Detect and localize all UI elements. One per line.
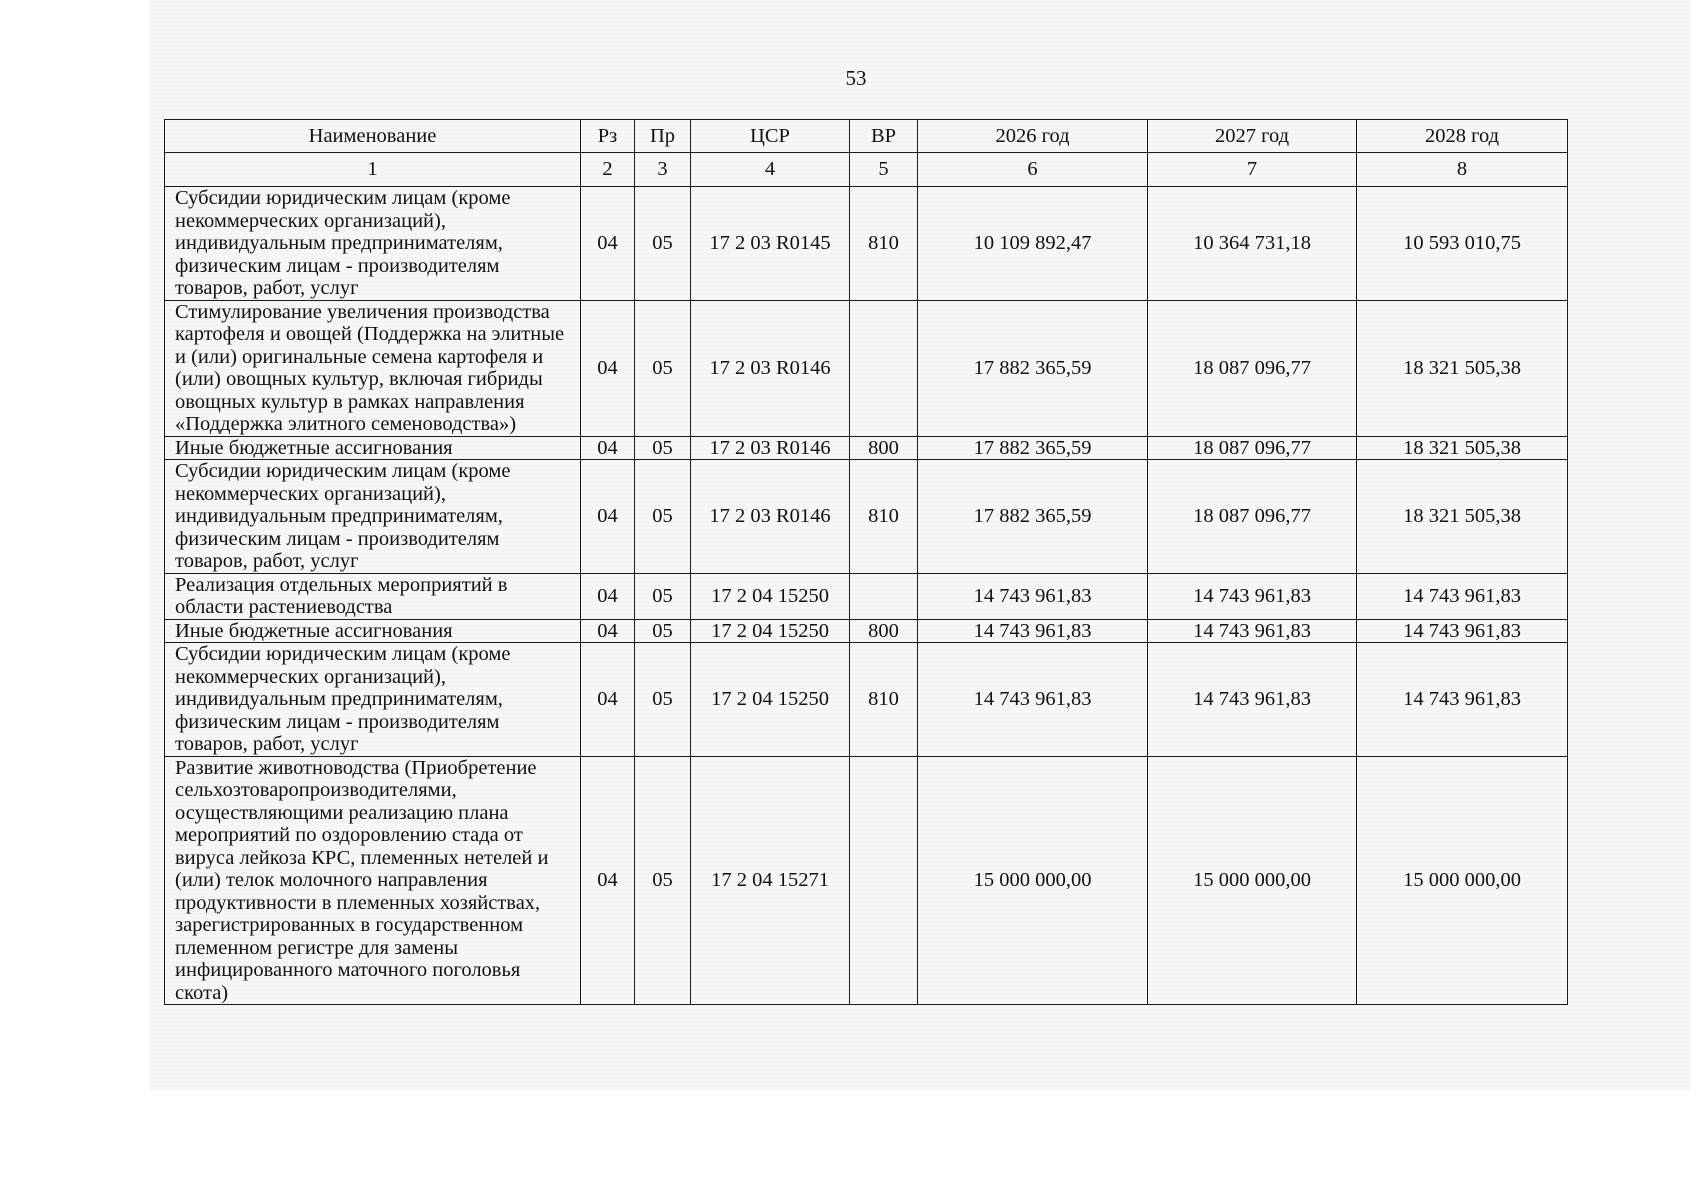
cell-2027: 15 000 000,00 bbox=[1148, 756, 1357, 1005]
cell-vr bbox=[850, 756, 918, 1005]
column-header-rz: Рз bbox=[581, 120, 635, 153]
column-number-row bbox=[165, 153, 1568, 187]
cell-2026: 17 882 365,59 bbox=[918, 300, 1148, 436]
table-row bbox=[165, 643, 1568, 757]
cell-csr: 17 2 03 R0146 bbox=[691, 300, 850, 436]
column-header-vr: ВР bbox=[850, 120, 918, 153]
cell-name: Иные бюджетные ассигнования bbox=[165, 436, 581, 460]
cell-csr: 17 2 04 15250 bbox=[691, 643, 850, 757]
cell-rz: 04 bbox=[581, 756, 635, 1005]
cell-2026: 17 882 365,59 bbox=[918, 460, 1148, 574]
header-row bbox=[165, 120, 1568, 153]
cell-pr: 05 bbox=[635, 187, 691, 301]
column-number: 8 bbox=[1357, 153, 1568, 187]
cell-pr: 05 bbox=[635, 619, 691, 643]
cell-pr: 05 bbox=[635, 460, 691, 574]
table-row bbox=[165, 436, 1568, 460]
cell-2027: 18 087 096,77 bbox=[1148, 300, 1357, 436]
cell-name: Иные бюджетные ассигнования bbox=[165, 619, 581, 643]
cell-2026: 17 882 365,59 bbox=[918, 436, 1148, 460]
table-row bbox=[165, 187, 1568, 301]
table-row bbox=[165, 573, 1568, 619]
cell-2026: 10 109 892,47 bbox=[918, 187, 1148, 301]
table-row bbox=[165, 460, 1568, 574]
cell-2027: 14 743 961,83 bbox=[1148, 573, 1357, 619]
cell-name: Субсидии юридическим лицам (кроме некоммерческих организаций), индивидуальным предпринимателям, физическим лицам - производителям товаров, работ, услуг bbox=[165, 187, 581, 301]
cell-2027: 18 087 096,77 bbox=[1148, 436, 1357, 460]
cell-csr: 17 2 04 15271 bbox=[691, 756, 850, 1005]
cell-2027: 18 087 096,77 bbox=[1148, 460, 1357, 574]
cell-rz: 04 bbox=[581, 187, 635, 301]
cell-vr: 810 bbox=[850, 460, 918, 574]
table-row bbox=[165, 756, 1568, 1005]
column-header-csr: ЦСР bbox=[691, 120, 850, 153]
cell-2026: 15 000 000,00 bbox=[918, 756, 1148, 1005]
cell-2026: 14 743 961,83 bbox=[918, 573, 1148, 619]
cell-vr: 810 bbox=[850, 187, 918, 301]
cell-pr: 05 bbox=[635, 573, 691, 619]
cell-pr: 05 bbox=[635, 756, 691, 1005]
cell-vr: 800 bbox=[850, 619, 918, 643]
column-number: 1 bbox=[165, 153, 581, 187]
cell-csr: 17 2 03 R0145 bbox=[691, 187, 850, 301]
cell-rz: 04 bbox=[581, 573, 635, 619]
column-number: 3 bbox=[635, 153, 691, 187]
cell-vr: 800 bbox=[850, 436, 918, 460]
column-header-2026: 2026 год bbox=[918, 120, 1148, 153]
cell-2028: 10 593 010,75 bbox=[1357, 187, 1568, 301]
column-number: 4 bbox=[691, 153, 850, 187]
column-number: 6 bbox=[918, 153, 1148, 187]
cell-name: Субсидии юридическим лицам (кроме некоммерческих организаций), индивидуальным предпринимателям, физическим лицам - производителям товаров, работ, услуг bbox=[165, 460, 581, 574]
cell-2028: 18 321 505,38 bbox=[1357, 436, 1568, 460]
column-header-pr: Пр bbox=[635, 120, 691, 153]
cell-pr: 05 bbox=[635, 300, 691, 436]
cell-vr bbox=[850, 573, 918, 619]
cell-csr: 17 2 04 15250 bbox=[691, 619, 850, 643]
table-row bbox=[165, 300, 1568, 436]
cell-2028: 14 743 961,83 bbox=[1357, 619, 1568, 643]
cell-vr bbox=[850, 300, 918, 436]
budget-table bbox=[164, 119, 1568, 1005]
cell-2028: 18 321 505,38 bbox=[1357, 460, 1568, 574]
column-header-2028: 2028 год bbox=[1357, 120, 1568, 153]
cell-name: Стимулирование увеличения производства картофеля и овощей (Поддержка на элитные и (или) оригинальные семена картофеля и (или) овощных культур, включая гибриды овощных культур в рамках направления «Поддержка элитного семеноводства») bbox=[165, 300, 581, 436]
cell-pr: 05 bbox=[635, 643, 691, 757]
cell-rz: 04 bbox=[581, 436, 635, 460]
column-number: 7 bbox=[1148, 153, 1357, 187]
cell-rz: 04 bbox=[581, 460, 635, 574]
cell-2027: 10 364 731,18 bbox=[1148, 187, 1357, 301]
cell-rz: 04 bbox=[581, 643, 635, 757]
cell-name: Субсидии юридическим лицам (кроме некоммерческих организаций), индивидуальным предпринимателям, физическим лицам - производителям товаров, работ, услуг bbox=[165, 643, 581, 757]
cell-2028: 14 743 961,83 bbox=[1357, 643, 1568, 757]
cell-2026: 14 743 961,83 bbox=[918, 619, 1148, 643]
column-header-name: Наименование bbox=[165, 120, 581, 153]
cell-2027: 14 743 961,83 bbox=[1148, 643, 1357, 757]
cell-vr: 810 bbox=[850, 643, 918, 757]
cell-csr: 17 2 04 15250 bbox=[691, 573, 850, 619]
cell-2026: 14 743 961,83 bbox=[918, 643, 1148, 757]
cell-rz: 04 bbox=[581, 300, 635, 436]
cell-2028: 15 000 000,00 bbox=[1357, 756, 1568, 1005]
column-number: 2 bbox=[581, 153, 635, 187]
column-number: 5 bbox=[850, 153, 918, 187]
table-row bbox=[165, 619, 1568, 643]
cell-rz: 04 bbox=[581, 619, 635, 643]
cell-name: Реализация отдельных мероприятий в области растениеводства bbox=[165, 573, 581, 619]
cell-name: Развитие животноводства (Приобретение сельхозтоваропроизводителями, осуществляющими реализацию плана мероприятий по оздоровлению стада от вируса лейкоза КРС, племенных нетелей и (или) телок молочного направления продуктивности в племенных хозяйствах, зарегистрированных в государственном племенном регистре для замены инфицированного маточного поголовья скота) bbox=[165, 756, 581, 1005]
cell-2028: 18 321 505,38 bbox=[1357, 300, 1568, 436]
cell-csr: 17 2 03 R0146 bbox=[691, 436, 850, 460]
cell-2028: 14 743 961,83 bbox=[1357, 573, 1568, 619]
table-body bbox=[165, 120, 1568, 1005]
page-number: 53 bbox=[845, 66, 867, 90]
cell-csr: 17 2 03 R0146 bbox=[691, 460, 850, 574]
cell-pr: 05 bbox=[635, 436, 691, 460]
column-header-2027: 2027 год bbox=[1148, 120, 1357, 153]
cell-2027: 14 743 961,83 bbox=[1148, 619, 1357, 643]
